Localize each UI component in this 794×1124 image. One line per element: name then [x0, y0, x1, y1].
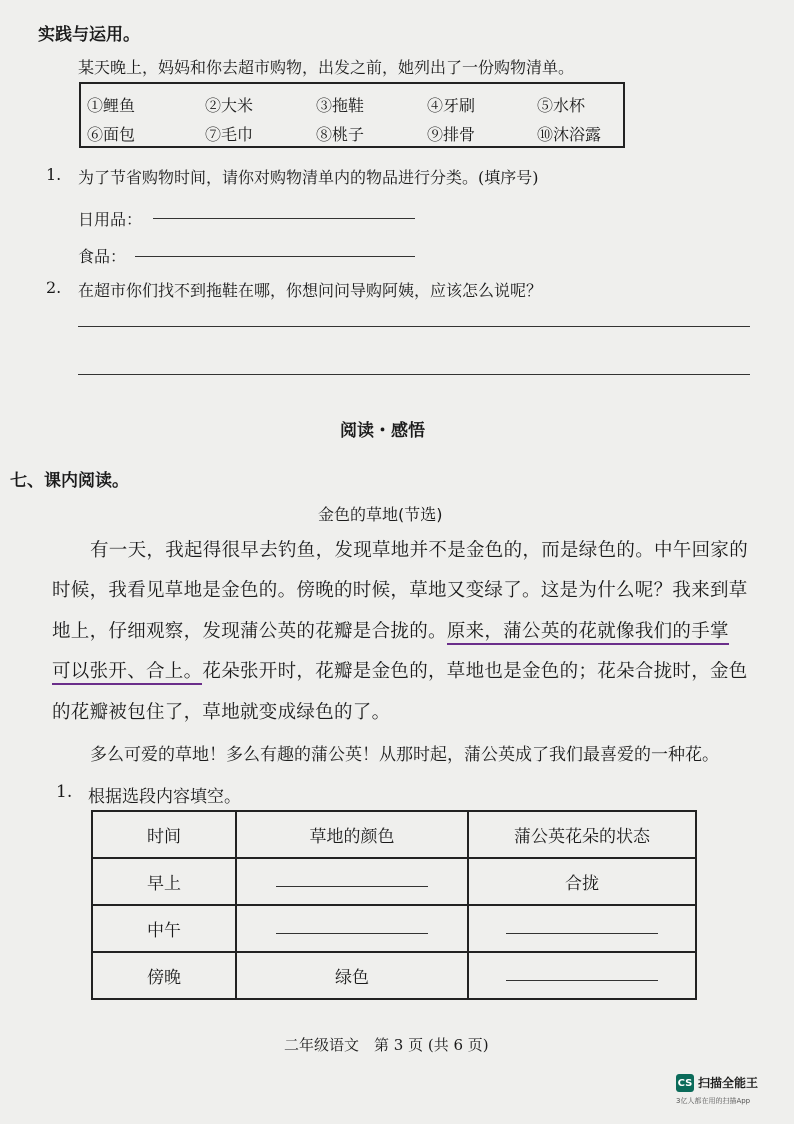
reading-heading: 阅读・感悟	[340, 421, 425, 441]
answer-table	[91, 810, 697, 1000]
passage-text: 花朵张开时，花瓣是金色的，草地也是金色的；花朵合拢时，金色	[202, 661, 748, 682]
table-row	[92, 858, 696, 905]
passage-line: 时候，我看见草地是金色的。傍晚的时候，草地又变绿了。这是为什么呢？我来到草	[52, 580, 748, 601]
list-item: ⑨排骨	[427, 125, 476, 144]
cell-color[interactable]	[236, 905, 468, 952]
list-item: ②大米	[205, 96, 254, 115]
passage-text: 地上，仔细观察，发现蒲公英的花瓣是合拢的。	[52, 621, 447, 642]
question-text: 为了节省购物时间，请你对购物清单内的物品进行分类。(填序号)	[78, 168, 539, 187]
shopping-list	[79, 82, 625, 148]
cell-time: 中午	[92, 905, 236, 952]
table-row	[92, 905, 696, 952]
cell-state[interactable]	[468, 952, 696, 999]
list-item: ⑩沐浴露	[537, 125, 602, 144]
question-text: 根据选段内容填空。	[88, 787, 241, 807]
cell-state: 合拢	[468, 858, 696, 905]
section-title-practice: 实践与运用。	[38, 25, 140, 45]
list-item: ⑥面包	[87, 125, 136, 144]
question-text: 在超市你们找不到拖鞋在哪，你想问问导购阿姨，应该怎么说呢？	[78, 281, 543, 300]
list-item: ⑦毛巾	[205, 125, 254, 144]
question-number: 1.	[56, 782, 73, 802]
label-daily-goods: 日用品：	[78, 210, 143, 229]
scanner-logo-icon: CS	[676, 1074, 694, 1092]
table-header: 时间	[92, 811, 236, 858]
blank-line[interactable]	[276, 872, 428, 887]
passage-paragraph: 多么可爱的草地！多么有趣的蒲公英！从那时起，蒲公英成了我们最喜爱的一种花。	[90, 745, 719, 765]
list-item: ④牙刷	[427, 96, 476, 115]
question-number: 1.	[46, 165, 62, 184]
list-item: ⑤水杯	[537, 96, 586, 115]
blank-line[interactable]	[506, 966, 658, 981]
question-number: 2.	[46, 278, 62, 297]
cell-time: 傍晚	[92, 952, 236, 999]
passage-line: 的花瓣被包住了，草地就变成绿色的了。	[52, 702, 391, 723]
passage-line	[52, 617, 729, 643]
section-title-reading: 七、课内阅读。	[10, 471, 129, 491]
cell-color[interactable]	[236, 858, 468, 905]
label-food: 食品：	[78, 247, 127, 266]
table-header: 蒲公英花朵的状态	[468, 811, 696, 858]
answer-line[interactable]	[78, 326, 750, 327]
table-row	[92, 952, 696, 999]
passage-line	[52, 657, 748, 683]
answer-line-food[interactable]	[135, 256, 415, 257]
practice-intro: 某天晚上，妈妈和你去超市购物，出发之前，她列出了一份购物清单。	[78, 58, 575, 77]
page-footer: 二年级语文 第 3 页 (共 6 页)	[284, 1036, 489, 1054]
blank-line[interactable]	[506, 919, 658, 934]
cell-time: 早上	[92, 858, 236, 905]
passage-title: 金色的草地(节选)	[318, 505, 443, 524]
table-header: 草地的颜色	[236, 811, 468, 858]
scanner-app-name: 扫描全能王	[698, 1076, 759, 1090]
answer-line-daily[interactable]	[153, 218, 415, 219]
list-item: ⑧桃子	[316, 125, 365, 144]
list-item: ③拖鞋	[316, 96, 365, 115]
underlined-sentence: 可以张开、合上。	[52, 661, 202, 685]
passage-line: 有一天，我起得很早去钓鱼，发现草地并不是金色的，而是绿色的。中午回家的	[90, 540, 749, 561]
list-item: ①鲤鱼	[87, 96, 136, 115]
answer-line[interactable]	[78, 374, 750, 375]
blank-line[interactable]	[276, 919, 428, 934]
underlined-sentence: 原来，蒲公英的花就像我们的手掌	[447, 621, 729, 645]
cell-state[interactable]	[468, 905, 696, 952]
cell-color: 绿色	[236, 952, 468, 999]
scanner-tagline: 3亿人都在用的扫描App	[676, 1097, 751, 1105]
